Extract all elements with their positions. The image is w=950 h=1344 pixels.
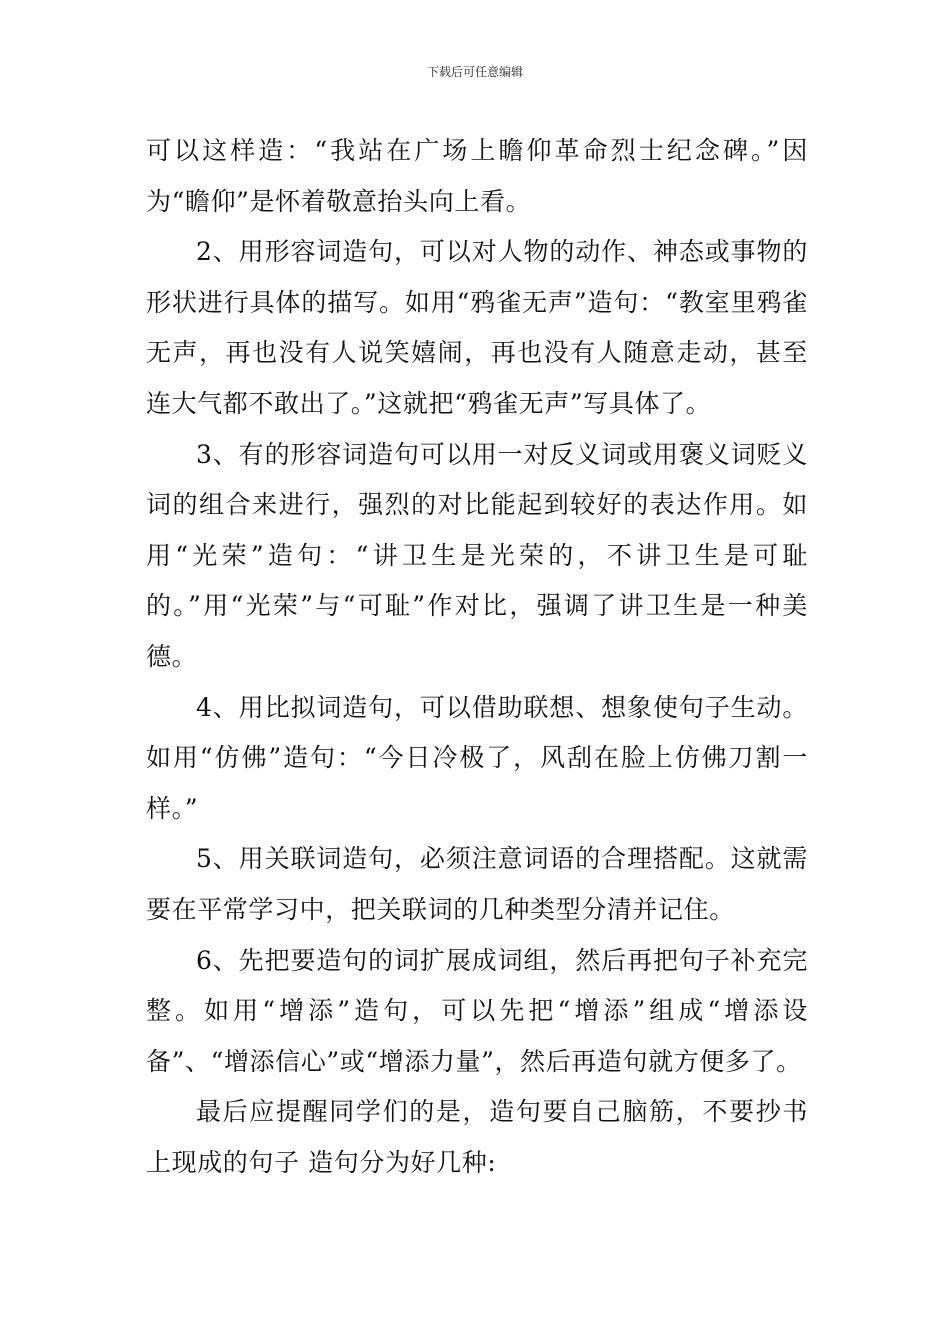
- paragraph-item-5: 5、用关联词造句，必须注意词语的合理搭配。这就需要在平常学习中，把关联词的几种类型分清并记住。: [146, 844, 808, 924]
- paragraph-item-4: 4、用比拟词造句，可以借助联想、想象使句子生动。如用“仿佛”造句：“今日冷极了，风刮在脸上仿佛刀割一样。”: [146, 692, 808, 823]
- paragraph-continuation: 可以这样造：“我站在广场上瞻仰革命烈士纪念碑。”因为“瞻仰”是怀着敬意抬头向上看。: [146, 136, 808, 216]
- paragraph-item-6: 6、先把要造句的词扩展成词组，然后再把句子补充完整。如用“增添”造句，可以先把“增添”组成“增添设备”、“增添信心”或“增添力量”，然后再造句就方便多了。: [146, 945, 808, 1076]
- paragraph-closing: 最后应提醒同学们的是，造句要自己脑筋，不要抄书上现成的句子 造句分为好几种:: [146, 1097, 808, 1177]
- page-header: 下载后可任意编辑: [426, 65, 523, 79]
- document-body: [146, 126, 808, 1188]
- paragraph-item-2: 2、用形容词造句，可以对人物的动作、神态或事物的形状进行具体的描写。如用“鸦雀无声”造句：“教室里鸦雀无声，再也没有人说笑嬉闹，再也没有人随意走动，甚至连大气都不敢出了。”这就把“鸦雀无声”写具体了。: [146, 237, 808, 418]
- paragraph-item-3: 3、有的形容词造句可以用一对反义词或用褒义词贬义词的组合来进行，强烈的对比能起到较好的表达作用。如用“光荣”造句：“讲卫生是光荣的，不讲卫生是可耻的。”用“光荣”与“可耻”作对比，强调了讲卫生是一种美德。: [146, 439, 808, 671]
